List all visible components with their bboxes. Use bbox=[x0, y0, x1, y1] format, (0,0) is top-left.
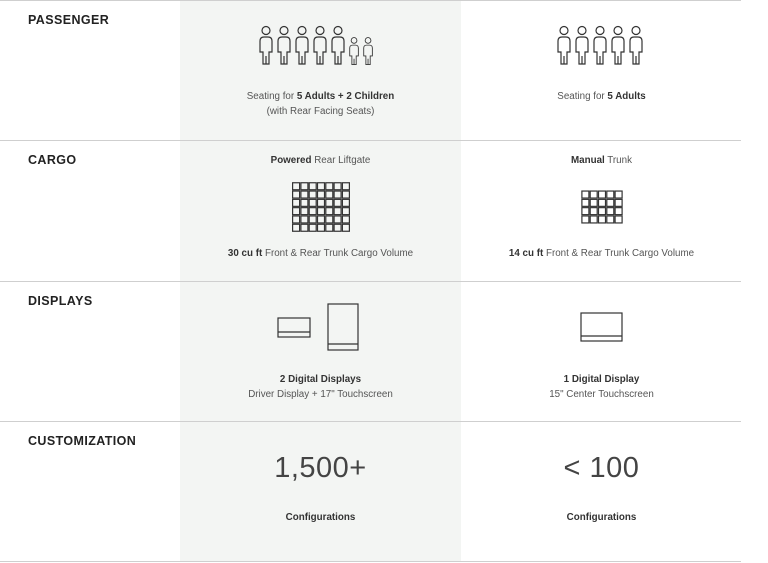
cargo-cell bbox=[590, 199, 597, 206]
child-icon bbox=[364, 38, 373, 65]
cargo-cell bbox=[581, 199, 588, 206]
cargo-cell bbox=[606, 199, 613, 206]
seating-text: Seating for 5 Adults + 2 Children bbox=[246, 91, 395, 102]
cargo-volume-icon bbox=[291, 182, 351, 232]
cargo-cell bbox=[342, 183, 349, 190]
cargo-cell bbox=[317, 183, 324, 190]
cargo-volume-icon bbox=[572, 182, 632, 232]
cargo-cell bbox=[300, 224, 307, 231]
row-cargo bbox=[0, 140, 741, 280]
cargo-cell bbox=[581, 208, 588, 215]
trunk-type: Powered Rear Liftgate bbox=[270, 155, 371, 166]
cargo-cell bbox=[325, 216, 332, 223]
cargo-cell bbox=[581, 216, 588, 223]
row-label: DISPLAYS bbox=[28, 294, 93, 308]
cargo-cell bbox=[334, 199, 341, 206]
cargo-cell bbox=[300, 208, 307, 215]
child-icon bbox=[350, 38, 359, 65]
row-passenger bbox=[0, 0, 741, 140]
cargo-cell bbox=[334, 216, 341, 223]
customization-col-1 bbox=[180, 452, 461, 525]
cargo-cell bbox=[292, 191, 299, 198]
cargo-cell bbox=[317, 216, 324, 223]
cargo-cell bbox=[342, 191, 349, 198]
cargo-cell bbox=[606, 191, 613, 198]
configuration-count: < 100 bbox=[563, 452, 640, 484]
cargo-cell bbox=[300, 216, 307, 223]
configuration-count: 1,500+ bbox=[274, 452, 367, 484]
adult-icon bbox=[314, 27, 326, 65]
cargo-cell bbox=[309, 208, 316, 215]
row-label: CUSTOMIZATION bbox=[28, 434, 137, 448]
cargo-cell bbox=[598, 199, 605, 206]
cargo-cell bbox=[317, 191, 324, 198]
seating-note: (with Rear Facing Seats) bbox=[266, 106, 375, 117]
adult-icon bbox=[630, 27, 642, 65]
cargo-volume: 30 cu ft Front & Rear Trunk Cargo Volume bbox=[227, 248, 414, 259]
cargo-cell bbox=[325, 224, 332, 231]
cargo-cell bbox=[334, 183, 341, 190]
cargo-cell bbox=[292, 183, 299, 190]
seating-text: Seating for 5 Adults bbox=[557, 91, 646, 102]
cargo-cell bbox=[317, 224, 324, 231]
configurations-label: Configurations bbox=[566, 512, 637, 523]
cargo-cell bbox=[292, 224, 299, 231]
cargo-cell bbox=[325, 199, 332, 206]
cargo-cell bbox=[334, 208, 341, 215]
passenger-col-2 bbox=[461, 26, 742, 104]
cargo-cell bbox=[581, 191, 588, 198]
cargo-cell bbox=[309, 191, 316, 198]
customization-col-2 bbox=[461, 452, 742, 525]
passenger-col-1 bbox=[180, 26, 461, 119]
display-count: 2 Digital Displays bbox=[279, 374, 362, 385]
cargo-cell bbox=[309, 224, 316, 231]
cargo-cell bbox=[334, 224, 341, 231]
two-displays-icon bbox=[276, 303, 366, 353]
cargo-cell bbox=[606, 216, 613, 223]
cargo-cell bbox=[334, 191, 341, 198]
cargo-cell bbox=[590, 216, 597, 223]
cargo-cell bbox=[325, 183, 332, 190]
displays-col-1 bbox=[180, 303, 461, 402]
single-display-icon bbox=[577, 303, 627, 353]
cargo-cell bbox=[615, 208, 622, 215]
adult-icon bbox=[558, 27, 570, 65]
cargo-cell bbox=[598, 208, 605, 215]
cargo-cell bbox=[317, 208, 324, 215]
cargo-cell bbox=[598, 216, 605, 223]
cargo-cell bbox=[342, 216, 349, 223]
cargo-cell bbox=[300, 183, 307, 190]
cargo-cell bbox=[615, 199, 622, 206]
cargo-cell bbox=[590, 191, 597, 198]
trunk-type: Manual Trunk bbox=[571, 155, 632, 166]
row-label: PASSENGER bbox=[28, 13, 110, 27]
cargo-cell bbox=[590, 208, 597, 215]
cargo-cell bbox=[325, 208, 332, 215]
cargo-cell bbox=[309, 199, 316, 206]
row-label: CARGO bbox=[28, 153, 77, 167]
cargo-cell bbox=[598, 191, 605, 198]
divider bbox=[0, 561, 741, 562]
cargo-cell bbox=[342, 199, 349, 206]
cargo-cell bbox=[309, 183, 316, 190]
cargo-cell bbox=[292, 199, 299, 206]
passenger-seating-icon bbox=[258, 26, 383, 66]
displays-col-2 bbox=[461, 303, 742, 402]
cargo-cell bbox=[342, 208, 349, 215]
adult-icon bbox=[278, 27, 290, 65]
row-displays bbox=[0, 281, 741, 421]
adult-icon bbox=[260, 27, 272, 65]
cargo-volume: 14 cu ft Front & Rear Trunk Cargo Volume bbox=[508, 248, 695, 259]
row-customization bbox=[0, 421, 741, 561]
display-count: 1 Digital Display bbox=[563, 374, 640, 385]
cargo-cell bbox=[615, 216, 622, 223]
cargo-cell bbox=[317, 199, 324, 206]
adult-icon bbox=[612, 27, 624, 65]
cargo-col-1 bbox=[180, 153, 461, 261]
cargo-cell bbox=[292, 216, 299, 223]
adult-icon bbox=[296, 27, 308, 65]
cargo-cell bbox=[309, 216, 316, 223]
adult-icon bbox=[332, 27, 344, 65]
display-detail: Driver Display + 17" Touchscreen bbox=[248, 389, 393, 400]
cargo-cell bbox=[300, 199, 307, 206]
adult-icon bbox=[594, 27, 606, 65]
cargo-cell bbox=[300, 191, 307, 198]
display-detail: 15" Center Touchscreen bbox=[549, 389, 654, 400]
cargo-cell bbox=[606, 208, 613, 215]
passenger-seating-icon bbox=[556, 26, 648, 66]
cargo-cell bbox=[325, 191, 332, 198]
cargo-cell bbox=[615, 191, 622, 198]
cargo-cell bbox=[292, 208, 299, 215]
adult-icon bbox=[576, 27, 588, 65]
configurations-label: Configurations bbox=[285, 512, 356, 523]
cargo-cell bbox=[342, 224, 349, 231]
cargo-col-2 bbox=[461, 153, 742, 261]
